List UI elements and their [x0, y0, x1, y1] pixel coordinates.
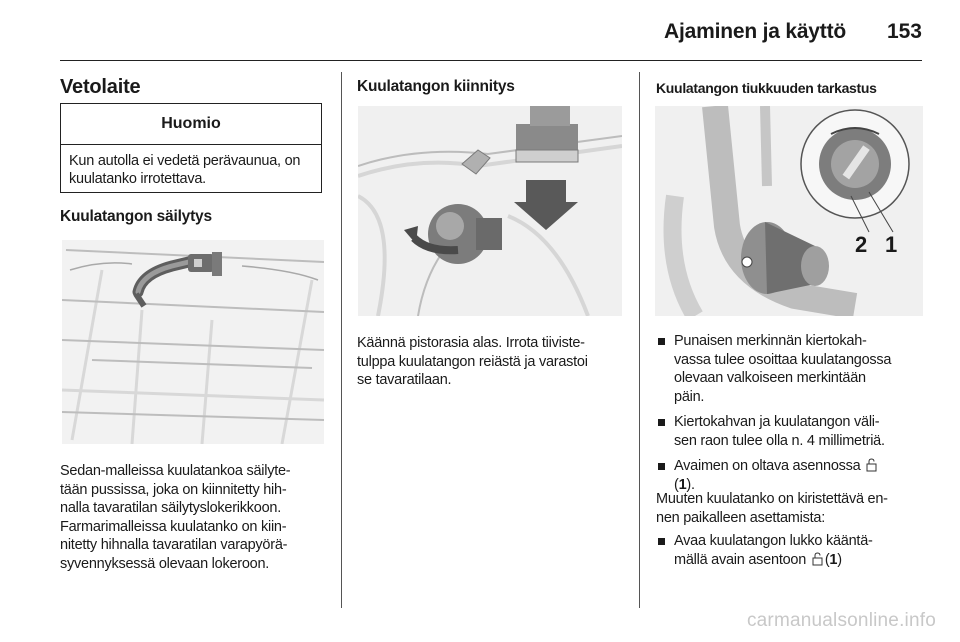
paren: ( [824, 551, 830, 568]
bullet-list [656, 532, 924, 576]
bullet-list [656, 332, 924, 501]
column-divider [639, 72, 640, 608]
mounting-subheading: Kuulatangon kiinnitys [357, 78, 515, 95]
tightness-illustration [655, 106, 923, 316]
notice-box [60, 103, 322, 193]
column-divider [341, 72, 342, 608]
unlock-icon [812, 552, 823, 566]
paragraph-line: nen paikalleen asettamista: [656, 509, 825, 526]
notice-title: Huomio [61, 104, 321, 145]
paragraph-line: se tavaratilaan. [357, 372, 452, 388]
list-item [656, 332, 924, 406]
bullet-line: Avaimen on oltava asennossa [674, 458, 861, 474]
paragraph-line: nitetty hihnalla tavaratilan varapyörä- [60, 537, 288, 553]
list-item [656, 413, 924, 450]
bullet-line: päin. [674, 388, 705, 405]
list-item [656, 532, 924, 569]
bullet-line: sen raon tulee olla n. 4 millimetriä. [674, 432, 885, 449]
paren: ). [686, 476, 695, 493]
bullet-line: mällä avain asentoon [674, 551, 807, 568]
paren: ) [837, 551, 842, 568]
list-item [656, 457, 924, 494]
storage-subheading: Kuulatangon säilytys [60, 208, 212, 225]
notice-text: Kun autolla ei vedetä perävaunua, on kuulatanko irrotettava. [69, 153, 301, 187]
bullet-line: Punaisen merkinnän kiertokah- [674, 333, 867, 349]
paragraph-line: tulppa kuulatangon reiästä ja varastoi [357, 353, 588, 370]
mounting-paragraph [357, 334, 625, 390]
bullet-line: olevaan valkoiseen merkintään [674, 370, 866, 386]
paren: ( [674, 476, 679, 493]
callout-label: 2 [855, 232, 868, 257]
paragraph-line: Sedan-malleissa kuulatankoa säilyte- [60, 463, 291, 479]
paragraph-line: syvennyksessä olevaan lokeroon. [60, 555, 270, 572]
paragraph-line: Muuten kuulatanko on kiristettävä en- [656, 491, 888, 507]
tightness-paragraph [656, 490, 924, 527]
watermark: carmanualsonline.info [746, 610, 936, 631]
storage-paragraph [60, 462, 324, 573]
reference-number: 1 [678, 476, 687, 493]
bullet-line: Avaa kuulatangon lukko kääntä- [674, 533, 873, 549]
page-number: 153 [886, 20, 922, 43]
callout-label: 1 [885, 232, 898, 257]
storage-illustration [62, 240, 324, 444]
paragraph-line: Käännä pistorasia alas. Irrota tiiviste- [357, 335, 585, 351]
bullet-line: Kiertokahvan ja kuulatangon väli- [674, 414, 880, 430]
paragraph-line: tään pussissa, joka on kiinnitetty hih- [60, 481, 287, 498]
header-title: Ajaminen ja käyttö [664, 20, 846, 43]
reference-number: 1 [829, 551, 838, 568]
paragraph-line: Farmarimalleissa kuulatanko on kiin- [60, 518, 287, 535]
bullet-line: vassa tulee osoittaa kuulatangossa [674, 351, 892, 368]
tightness-subheading: Kuulatangon tiukkuuden tarkastus [656, 80, 877, 96]
paragraph-line: nalla tavaratilan säilytyslokerikkoon. [60, 500, 281, 516]
section-title: Vetolaite [60, 76, 141, 98]
mounting-illustration [358, 106, 622, 316]
unlock-icon [866, 458, 877, 472]
header-rule [60, 60, 922, 61]
